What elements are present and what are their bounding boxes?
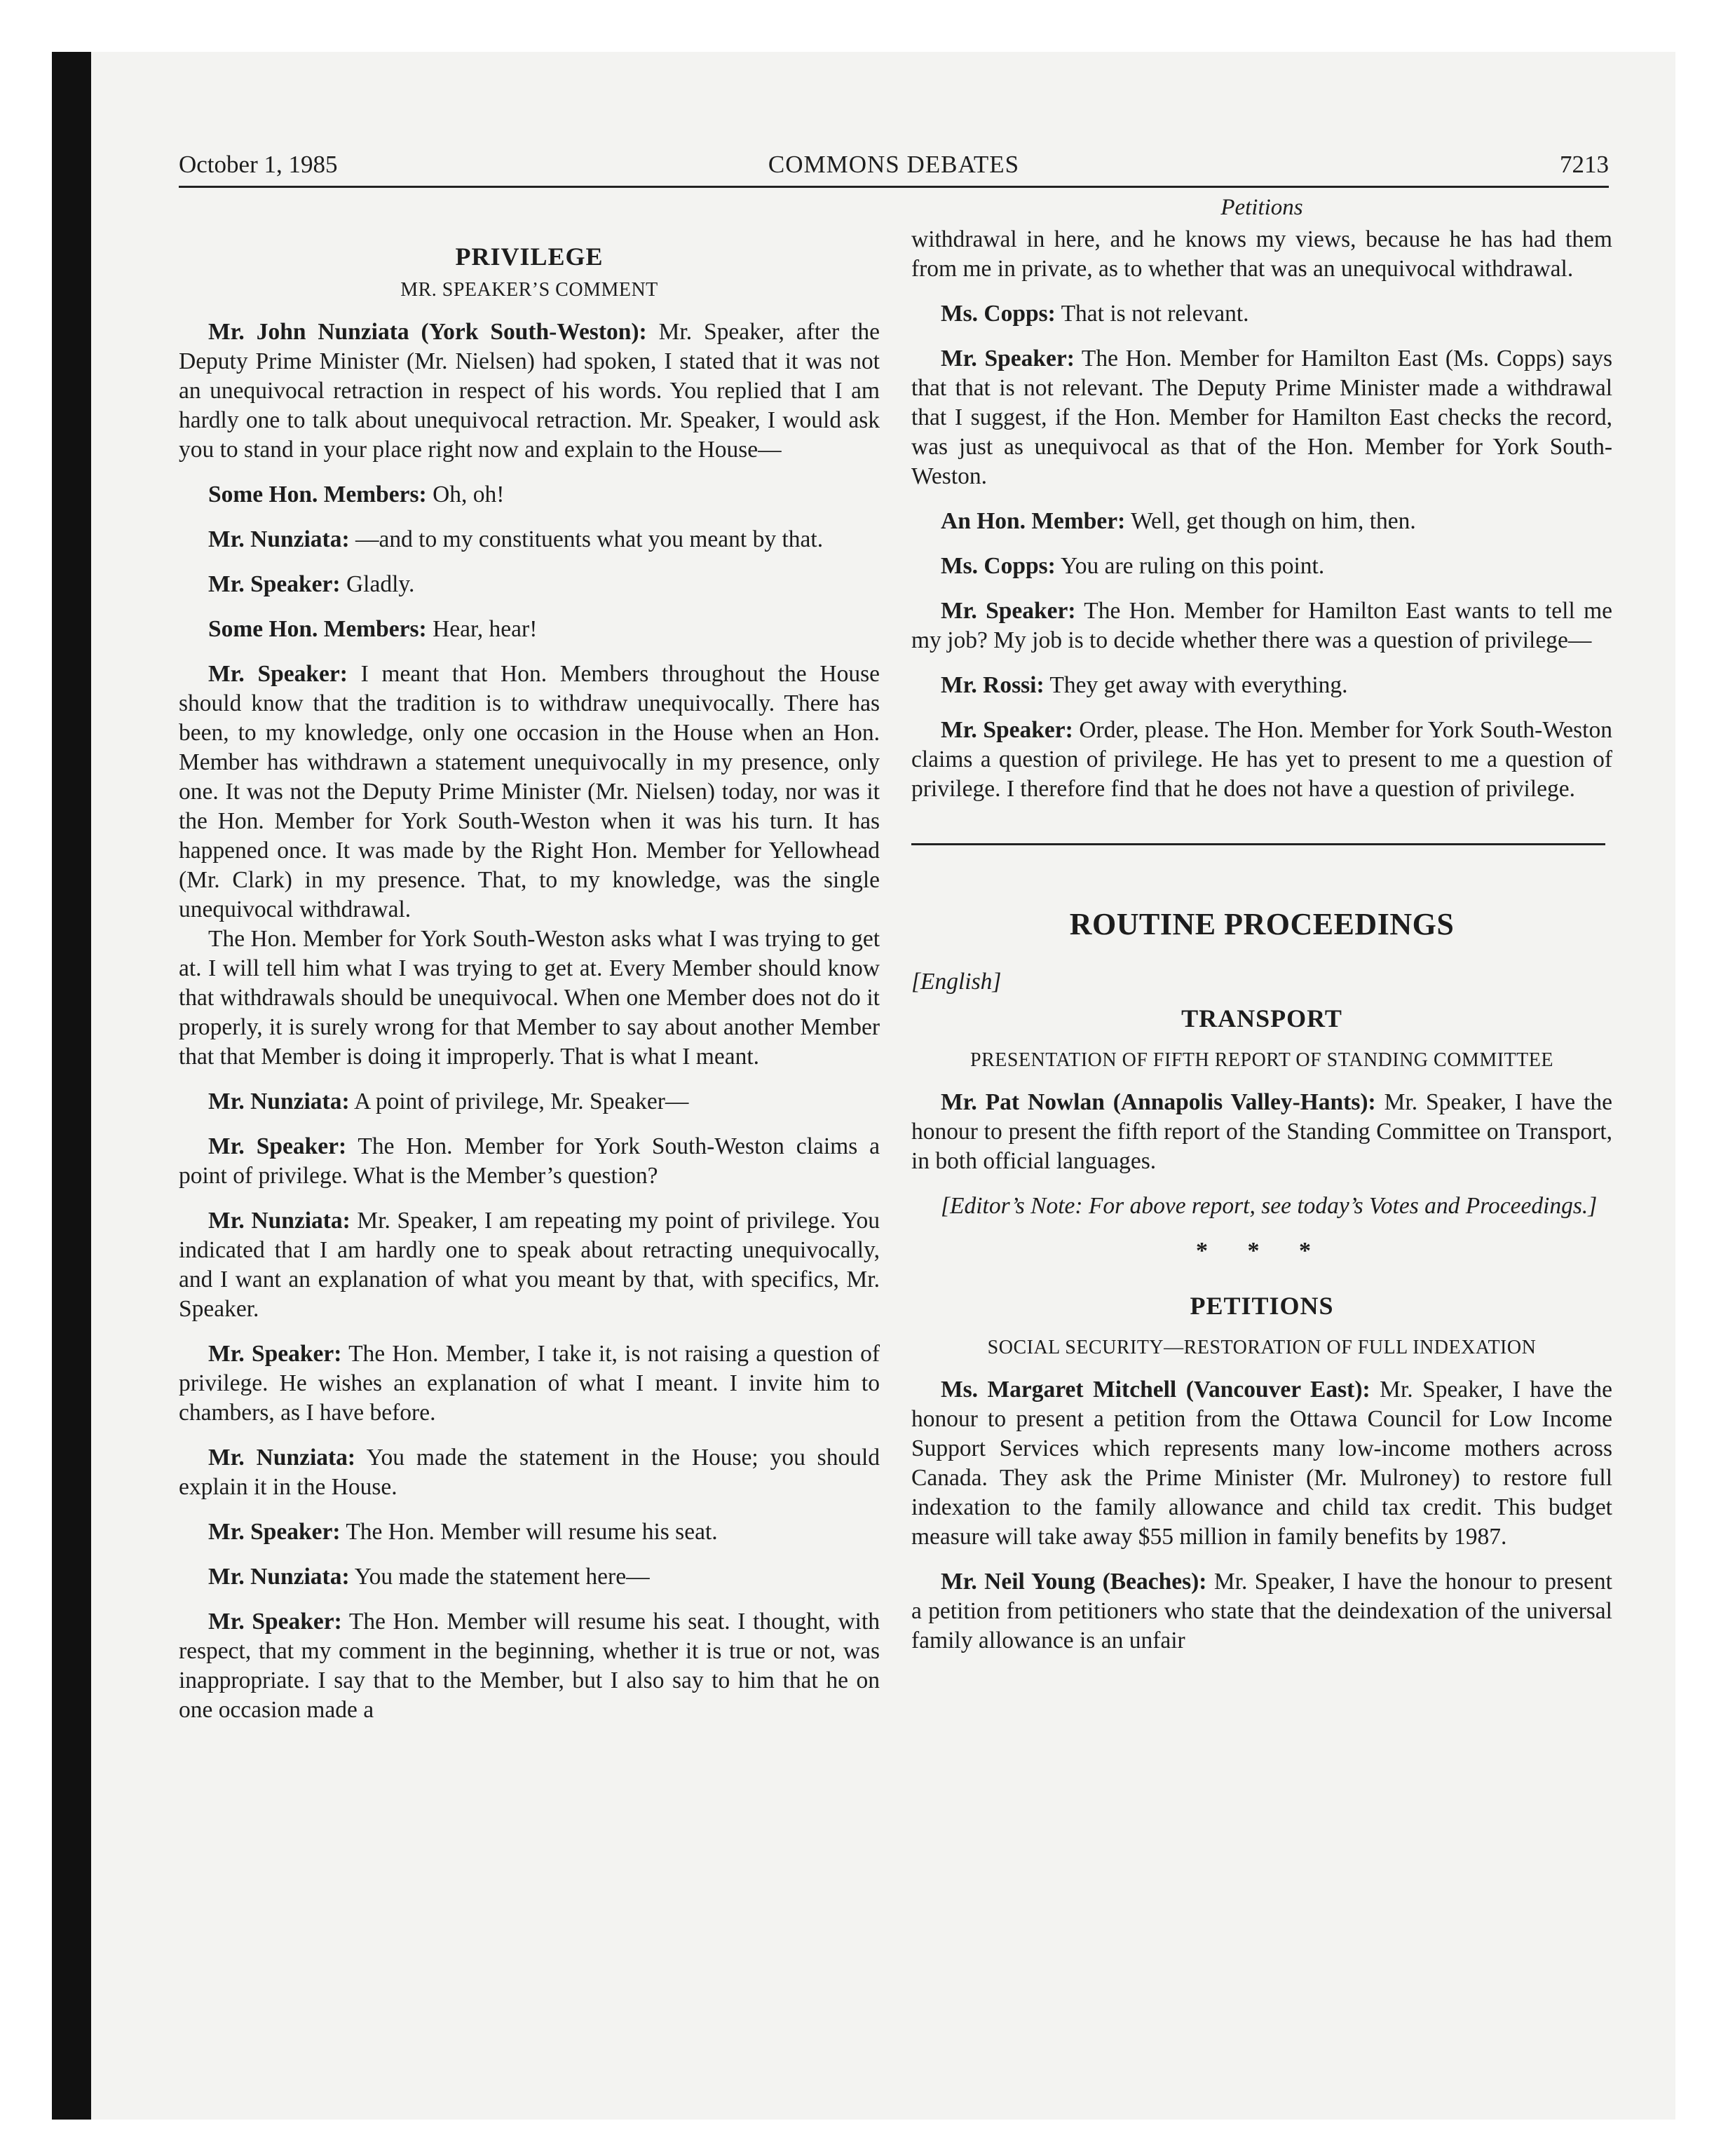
- debate-paragraph: [179, 660, 880, 925]
- debate-paragraph: [179, 525, 880, 554]
- speech-text: Mr. Speaker, I have the honour to present the fifth report of the Standing Committee on Transport, in both official languages.: [911, 1089, 1613, 1174]
- speaker-name: An Hon. Member:: [941, 508, 1126, 534]
- speech-text: Gladly.: [340, 571, 415, 597]
- speech-text: Mr. Speaker, I have the honour to present a petition from the Ottawa Council for Low Income Support Services which represents many low-income mothers across Canada. They ask the Prime Minister (Mr. Mulroney) to restore full indexation to the family allowance and child tax credit. This budget measure will take away $55 million in family benefits by 1987.: [911, 1377, 1613, 1550]
- debate-paragraph: [179, 1339, 880, 1428]
- privilege-heading: PRIVILEGE: [455, 243, 604, 271]
- speech-text: The Hon. Member for Hamilton East (Ms. Copps) says that that is not relevant. The Deputy Prime Minister made a withdrawal that I suggest, if the Hon. Member for Hamilton East checks the record, was just as unequivocal as that of the Hon. Member for York South-Weston.: [911, 346, 1612, 489]
- left-column: [179, 193, 880, 1725]
- speech-text: Mr. Speaker, after the Deputy Prime Minister (Mr. Nielsen) had spoken, I stated that it was not an unequivocal retraction in respect of his words. You replied that I am hardly one to talk about unequivocal retraction. Mr. Speaker, I would ask you to stand in your place right now and explain to the House—: [179, 319, 880, 463]
- speech-text: You are ruling on this point.: [1055, 553, 1325, 579]
- speaker-name: Mr. Speaker:: [941, 717, 1073, 743]
- speaker-name: Some Hon. Members:: [208, 482, 427, 507]
- debate-paragraph: [179, 1607, 880, 1725]
- speaker-name: Mr. Speaker:: [208, 1609, 342, 1635]
- debate-paragraph: [179, 1206, 880, 1324]
- debate-paragraph: [179, 615, 880, 644]
- speech-text: The Hon. Member for Hamilton East wants to tell me my job? My job is to decide whether there was a question of privilege—: [911, 598, 1612, 653]
- speaker-name: Mr. Speaker:: [208, 661, 348, 687]
- section-rule: [911, 843, 1605, 845]
- speaker-name: Mr. Pat Nowlan (Annapolis Valley-Hants):: [941, 1089, 1376, 1115]
- debate-paragraph: [179, 318, 880, 465]
- debate-paragraph: [179, 1087, 880, 1117]
- speech-text: The Hon. Member for York South-Weston asks what I was trying to get at. I will tell him what I was trying to get at. Every Member should know that withdrawals should be unequivocal. When one Member does not do it properly, it is surely wrong for that Member to say about another Member that that Member is doing it improperly. That is what I meant.: [179, 926, 880, 1070]
- speech-text: Hear, hear!: [426, 616, 538, 642]
- petition-paragraph: [911, 1567, 1612, 1656]
- speaker-name: Ms. Copps:: [941, 301, 1056, 327]
- debate-paragraph: [179, 1443, 880, 1502]
- transport-paragraph: [911, 1088, 1612, 1176]
- speech-text: I meant that Hon. Members throughout the House should know that the tradition is to withdraw unequivocally. There has been, to my knowledge, only one occasion in the House when an Hon. Member has withdrawn a statement unequivocally in my presence, only one. It was not the Deputy Prime Minister (Mr. Nielsen) today, nor was it the Hon. Member for York South-Weston when it was his turn. It has happened once. It was made by the Right Hon. Member for Yellowhead (Mr. Clark) in my presence. That, to my knowledge, was the single unequivocal withdrawal.: [179, 661, 880, 922]
- continuation-paragraph: withdrawal in here, and he knows my views, because he has had them from me in private, as to whether that was an unequivocal withdrawal.: [911, 226, 1612, 282]
- speaker-name: Mr. Speaker:: [208, 1519, 341, 1545]
- debate-paragraph: [911, 671, 1612, 700]
- running-head: Petitions: [1220, 195, 1303, 220]
- speaker-name: Mr. Speaker:: [208, 1341, 342, 1367]
- speech-text: Mr. Speaker, I am repeating my point of privilege. You indicated that I am hardly one to speak about retracting unequivocally, and I want an explanation of what you meant by that, with specifics, Mr. Speaker.: [179, 1208, 880, 1322]
- petitions-heading: PETITIONS: [1190, 1292, 1334, 1320]
- section-break-stars: * * *: [1196, 1238, 1328, 1264]
- speech-text: A point of privilege, Mr. Speaker—: [349, 1089, 689, 1114]
- speaker-name: Mr. Nunziata:: [208, 1208, 351, 1234]
- debate-paragraph: [179, 1562, 880, 1592]
- debate-paragraph: [911, 344, 1612, 491]
- privilege-subheading: MR. SPEAKER’S COMMENT: [400, 279, 658, 301]
- speaker-name: Mr. Neil Young (Beaches):: [941, 1569, 1207, 1595]
- speech-text: The Hon. Member will resume his seat. I thought, with respect, that my comment in the beginning, whether it is true or not, was inappropriate. I say that to the Member, but I also say to him that he on one occasion made a: [179, 1609, 880, 1723]
- debate-paragraph: [911, 299, 1612, 329]
- speaker-name: Ms. Margaret Mitchell (Vancouver East):: [941, 1377, 1370, 1403]
- speech-text: The Hon. Member for York South-Weston claims a point of privilege. What is the Member’s question?: [179, 1133, 880, 1189]
- transport-heading: TRANSPORT: [1181, 1004, 1342, 1032]
- speech-text: They get away with everything.: [1044, 672, 1348, 698]
- speech-text: —and to my constituents what you meant by that.: [349, 526, 824, 552]
- speech-text: You made the statement in the House; you should explain it in the House.: [179, 1445, 880, 1500]
- speaker-name: Mr. Speaker:: [208, 1133, 347, 1159]
- transport-subheading: PRESENTATION OF FIFTH REPORT OF STANDING COMMITTEE: [970, 1049, 1553, 1071]
- speaker-name: Ms. Copps:: [941, 553, 1056, 579]
- speech-text: The Hon. Member will resume his seat.: [340, 1519, 718, 1545]
- right-debate-list: [911, 299, 1612, 804]
- debate-paragraph: [179, 570, 880, 599]
- speech-text: You made the statement here—: [349, 1564, 650, 1590]
- debate-paragraph: [179, 1517, 880, 1547]
- editor-note: [Editor’s Note: For above report, see today’s Votes and Proceedings.]: [941, 1193, 1598, 1219]
- speaker-name: Mr. Rossi:: [941, 672, 1045, 698]
- speaker-name: Mr. Nunziata:: [208, 1564, 350, 1590]
- speaker-name: Mr. Speaker:: [208, 571, 341, 597]
- speech-text: Oh, oh!: [426, 482, 505, 507]
- speaker-name: Mr. Nunziata:: [208, 1089, 350, 1114]
- page-header: [179, 144, 1609, 188]
- right-column: [911, 193, 1612, 1656]
- left-debate-list: [179, 318, 880, 1725]
- speech-text: The Hon. Member, I take it, is not raising a question of privilege. He wishes an explanation of what I meant. I invite him to chambers, as I have before.: [179, 1341, 880, 1426]
- debate-paragraph: [179, 925, 880, 1072]
- petition-paragraph: [911, 1375, 1612, 1552]
- debate-paragraph: [911, 596, 1612, 655]
- speaker-name: Mr. Nunziata:: [208, 526, 350, 552]
- debate-paragraph: [911, 552, 1612, 581]
- speaker-name: Mr. Nunziata:: [208, 1445, 356, 1471]
- debate-paragraph: [179, 1132, 880, 1191]
- speech-text: That is not relevant.: [1055, 301, 1249, 327]
- speaker-name: Mr. John Nunziata (York South-Weston):: [208, 319, 647, 345]
- debate-paragraph: [911, 716, 1612, 804]
- debate-paragraph: [179, 480, 880, 510]
- speech-text: Mr. Speaker, I have the honour to present a petition from petitioners who state that the deindexation of the universal family allowance is an unfair: [911, 1569, 1612, 1653]
- speech-text: Order, please. The Hon. Member for York South-Weston claims a question of privilege. He has yet to present to me a question of privilege. I therefore find that he does not have a question of privilege.: [911, 717, 1612, 802]
- language-marker: [English]: [911, 969, 1002, 995]
- speech-text: Well, get though on him, then.: [1125, 508, 1416, 534]
- petitions-subheading: SOCIAL SECURITY—RESTORATION OF FULL INDEXATION: [987, 1337, 1537, 1358]
- scan-edge: [52, 52, 91, 2120]
- debate-paragraph: [911, 507, 1612, 536]
- header-date: October 1, 1985: [179, 151, 338, 178]
- speaker-name: Some Hon. Members:: [208, 616, 427, 642]
- routine-proceedings-title: ROUTINE PROCEEDINGS: [1069, 907, 1455, 941]
- speaker-name: Mr. Speaker:: [941, 346, 1075, 371]
- header-title: COMMONS DEBATES: [768, 151, 1020, 178]
- speaker-name: Mr. Speaker:: [941, 598, 1076, 624]
- page-number: 7213: [1560, 151, 1609, 178]
